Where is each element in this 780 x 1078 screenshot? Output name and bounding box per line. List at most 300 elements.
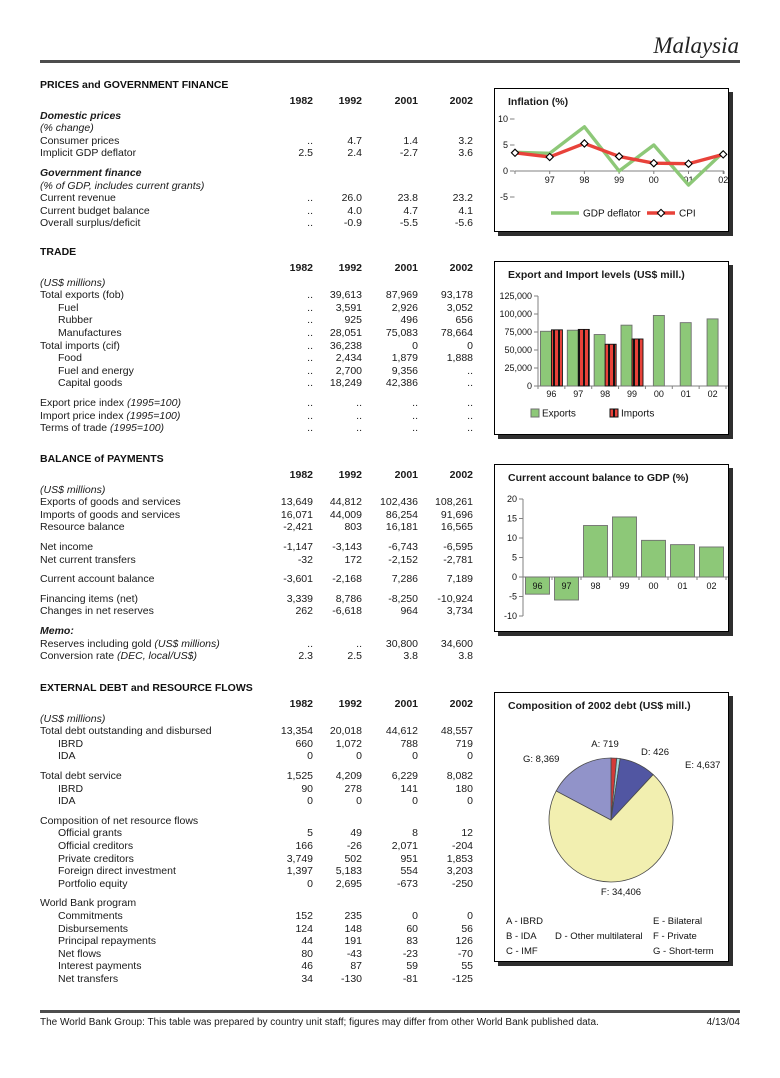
row-label: Net transfers — [58, 972, 119, 985]
table-row — [40, 713, 473, 726]
years-spacer — [40, 698, 264, 711]
svg-text:99: 99 — [614, 175, 625, 185]
row-label: Current budget balance — [40, 204, 150, 217]
years-spacer — [40, 262, 264, 275]
cell-value: 3,591 — [335, 301, 362, 314]
cell-value: 554 — [400, 865, 418, 878]
row-label: Net income — [40, 540, 94, 553]
svg-text:0: 0 — [526, 381, 532, 391]
table-row — [40, 410, 473, 423]
cell-value: 80 — [301, 947, 313, 960]
cell-value: 91,696 — [440, 508, 473, 521]
svg-text:-10: -10 — [503, 611, 517, 621]
row-label: Consumer prices — [40, 134, 120, 147]
years-header-row — [40, 698, 473, 711]
cell-value: 8,082 — [446, 769, 473, 782]
cell-value: 660 — [295, 737, 313, 750]
bar-exports — [680, 323, 691, 386]
row-label: Private creditors — [58, 852, 134, 865]
cell-value: 0 — [412, 339, 418, 352]
cell-value: 0 — [467, 909, 473, 922]
cell-value: -3,143 — [332, 540, 362, 553]
cell-value: .. — [307, 422, 313, 435]
row-label: IDA — [58, 795, 76, 808]
table-row — [40, 314, 473, 327]
row-label: Rubber — [58, 314, 93, 327]
cell-value: .. — [356, 396, 362, 409]
bar-98 — [584, 526, 608, 577]
row-label: Manufactures — [58, 326, 122, 339]
cell-value: -43 — [346, 947, 362, 960]
section-title: TRADE — [40, 246, 77, 258]
cell-value: -2,781 — [443, 553, 473, 566]
row-label: Food — [58, 352, 82, 365]
row-label: Interest payments — [58, 960, 142, 973]
bar-imports — [632, 339, 643, 386]
cell-value: -204 — [451, 839, 473, 852]
cell-value: 3.2 — [458, 134, 473, 147]
table-row — [40, 910, 473, 923]
svg-text:125,000: 125,000 — [499, 291, 532, 301]
cell-value: .. — [307, 326, 313, 339]
row-label: Memo: — [40, 624, 74, 637]
year-column-header: 2002 — [449, 262, 473, 274]
bar-exports — [653, 315, 664, 386]
table-row — [40, 853, 473, 866]
row-label-note: (DEC, local/US$) — [117, 650, 197, 663]
cell-value: 48,557 — [440, 725, 473, 738]
cell-value: -6,743 — [388, 540, 418, 553]
cell-value: .. — [307, 409, 313, 422]
table-row — [40, 422, 473, 435]
cell-value: 951 — [400, 852, 418, 865]
svg-text:G: 8,369: G: 8,369 — [523, 754, 560, 765]
table-row — [40, 110, 473, 123]
cell-value: 235 — [344, 909, 362, 922]
svg-text:A - IBRD: A - IBRD — [506, 916, 543, 927]
cell-value: 152 — [295, 909, 313, 922]
cell-value: .. — [307, 364, 313, 377]
inflation-chart-svg — [495, 89, 728, 231]
row-label: IBRD — [58, 737, 84, 750]
cell-value: 23.8 — [397, 192, 418, 205]
years-header-row — [40, 469, 473, 482]
cell-value: 964 — [400, 605, 418, 618]
cell-value: 3,734 — [446, 605, 473, 618]
row-label: Overall surplus/deficit — [40, 217, 141, 230]
row-label: Terms of trade (1995=100) — [40, 422, 165, 435]
cell-value: .. — [307, 289, 313, 302]
cell-value: 13,354 — [280, 725, 313, 738]
row-label: Fuel — [58, 301, 79, 314]
cell-value: 42,386 — [385, 377, 418, 390]
table-row — [40, 180, 473, 193]
cell-value: 93,178 — [440, 289, 473, 302]
svg-text:5: 5 — [502, 140, 508, 150]
cell-value: 1,879 — [391, 352, 418, 365]
bar-exports — [707, 319, 718, 386]
cell-value: 1,525 — [286, 769, 313, 782]
row-label: Capital goods — [58, 377, 123, 390]
cell-value: 141 — [400, 782, 418, 795]
table-row — [40, 377, 473, 390]
cell-value: 0 — [467, 795, 473, 808]
cell-value: .. — [307, 217, 313, 230]
cell-value: 4,209 — [335, 769, 362, 782]
table-row — [40, 923, 473, 936]
svg-text:01: 01 — [683, 175, 694, 185]
svg-text:97: 97 — [573, 389, 584, 399]
row-label: Government finance — [40, 166, 142, 179]
cell-value: 46 — [301, 960, 313, 973]
cell-value: -23 — [402, 947, 418, 960]
cell-value: 5 — [307, 827, 313, 840]
export-import-chart-svg — [495, 262, 728, 434]
cell-value: -2,152 — [388, 553, 418, 566]
bar-exports — [540, 331, 551, 386]
debt-composition-pie-chart — [494, 692, 729, 962]
svg-text:98: 98 — [590, 581, 601, 591]
svg-text:0: 0 — [502, 166, 508, 176]
cell-value: 3.8 — [403, 650, 418, 663]
cell-value: .. — [307, 204, 313, 217]
table-row — [40, 827, 473, 840]
cell-value: 30,800 — [385, 637, 418, 650]
cell-value: 3,203 — [446, 865, 473, 878]
year-column-header: 2002 — [449, 95, 473, 107]
table-row — [40, 795, 473, 808]
bar-exports — [567, 330, 578, 386]
cell-value: 1,072 — [335, 737, 362, 750]
table-row — [40, 783, 473, 796]
cell-value: 86,254 — [385, 508, 418, 521]
table-row — [40, 327, 473, 340]
cell-value: 262 — [295, 605, 313, 618]
year-column-header: 2002 — [449, 698, 473, 710]
cell-value: 656 — [455, 314, 473, 327]
cell-value: 191 — [344, 935, 362, 948]
cell-value: 1,397 — [286, 865, 313, 878]
row-label: World Bank program — [40, 897, 137, 910]
table-row — [40, 650, 473, 663]
svg-text:96: 96 — [532, 581, 543, 591]
row-label: Net flows — [58, 947, 102, 960]
cell-value: 34,600 — [440, 637, 473, 650]
svg-text:CPI: CPI — [679, 208, 696, 220]
cell-value: -5.5 — [399, 217, 418, 230]
cell-value: -26 — [346, 839, 362, 852]
cell-value: 0 — [412, 909, 418, 922]
cell-value: -6,618 — [332, 605, 362, 618]
cell-value: 0 — [356, 750, 362, 763]
section-balance-of-payments — [40, 453, 473, 663]
row-label: Disbursements — [58, 922, 129, 935]
table-row — [40, 593, 473, 606]
row-label: Reserves including gold (US$ millions) — [40, 637, 220, 650]
cell-value: 59 — [406, 960, 418, 973]
header-rule — [40, 60, 740, 63]
cell-value: 0 — [412, 795, 418, 808]
table-row — [40, 277, 473, 290]
row-label: Current account balance — [40, 573, 155, 586]
cell-value: 4.7 — [403, 204, 418, 217]
cell-value: .. — [467, 409, 473, 422]
cell-value: 8 — [412, 827, 418, 840]
row-label: Commitments — [58, 909, 123, 922]
svg-text:01: 01 — [677, 581, 688, 591]
row-label: IBRD — [58, 782, 84, 795]
svg-text:5: 5 — [511, 552, 517, 563]
cell-value: 20,018 — [329, 725, 362, 738]
table-row — [40, 484, 473, 497]
cell-value: 2.5 — [298, 147, 313, 160]
cell-value: 0 — [467, 750, 473, 763]
cell-value: 9,356 — [391, 364, 418, 377]
cell-value: 1.4 — [403, 134, 418, 147]
years-spacer — [40, 469, 264, 482]
table-row — [40, 554, 473, 567]
bar-01 — [671, 545, 695, 577]
table-row — [40, 638, 473, 651]
table-row — [40, 840, 473, 853]
cell-value: 12 — [461, 827, 473, 840]
cell-value: .. — [356, 637, 362, 650]
cell-value: .. — [307, 134, 313, 147]
cell-value: 148 — [344, 922, 362, 935]
cell-value: 56 — [461, 922, 473, 935]
row-label: Domestic prices — [40, 109, 122, 122]
cell-value: -70 — [457, 947, 473, 960]
row-label: Implicit GDP deflator — [40, 147, 137, 160]
cell-value: 44,612 — [385, 725, 418, 738]
cell-value: -10,924 — [437, 592, 473, 605]
years-header-row — [40, 262, 473, 275]
row-label-note: (US$ millions) — [154, 637, 220, 650]
svg-text:00: 00 — [653, 389, 664, 399]
svg-text:C - IMF: C - IMF — [506, 946, 538, 957]
svg-text:75,000: 75,000 — [504, 327, 532, 337]
bar-exports — [621, 325, 632, 386]
cell-value: 34 — [301, 972, 313, 985]
cell-value: 60 — [406, 922, 418, 935]
row-label: Financing items (net) — [40, 592, 139, 605]
cell-value: 166 — [295, 839, 313, 852]
table-row — [40, 302, 473, 315]
table-row — [40, 960, 473, 973]
cell-value: 180 — [455, 782, 473, 795]
cell-value: 126 — [455, 935, 473, 948]
cell-value: -6,595 — [443, 540, 473, 553]
table-row — [40, 897, 473, 910]
cell-value: 4.1 — [458, 204, 473, 217]
table-row — [40, 935, 473, 948]
cell-value: 1,853 — [446, 852, 473, 865]
table-body — [40, 484, 473, 663]
row-label: Foreign direct investment — [58, 865, 176, 878]
year-column-header: 1992 — [338, 262, 362, 274]
year-column-header: 1982 — [289, 469, 313, 481]
table-row — [40, 192, 473, 205]
cell-value: -125 — [451, 972, 473, 985]
cell-value: 0 — [467, 339, 473, 352]
cell-value: -250 — [451, 877, 473, 890]
cell-value: 2.5 — [347, 650, 362, 663]
cell-value: .. — [412, 396, 418, 409]
row-label: Total debt service — [40, 769, 122, 782]
year-column-header: 1982 — [289, 698, 313, 710]
cell-value: .. — [307, 301, 313, 314]
cell-value: 502 — [344, 852, 362, 865]
cell-value: 13,649 — [280, 496, 313, 509]
cell-value: 16,071 — [280, 508, 313, 521]
svg-text:100,000: 100,000 — [499, 309, 532, 319]
cell-value: .. — [467, 364, 473, 377]
svg-text:02: 02 — [706, 581, 717, 591]
chart-title: Current account balance to GDP (%) — [508, 472, 689, 484]
cell-value: 3.8 — [458, 650, 473, 663]
cell-value: 0 — [412, 750, 418, 763]
chart-title: Export and Import levels (US$ mill.) — [508, 269, 685, 281]
row-label: Official grants — [58, 827, 122, 840]
cell-value: .. — [307, 377, 313, 390]
svg-text:97: 97 — [544, 175, 555, 185]
row-label: Imports of goods and services — [40, 508, 181, 521]
cell-value: 5,183 — [335, 865, 362, 878]
cell-value: -673 — [396, 877, 418, 890]
cell-value: .. — [467, 422, 473, 435]
cell-value: 0 — [307, 795, 313, 808]
cell-value: 44,812 — [329, 496, 362, 509]
cell-value: -130 — [340, 972, 362, 985]
cell-value: -32 — [297, 553, 313, 566]
cell-value: 49 — [350, 827, 362, 840]
svg-text:96: 96 — [546, 389, 557, 399]
cell-value: 87 — [350, 960, 362, 973]
inflation-chart — [494, 88, 729, 232]
table-row — [40, 217, 473, 230]
export-import-chart — [494, 261, 729, 435]
bar-exports — [594, 335, 605, 386]
cell-value: 75,083 — [385, 326, 418, 339]
years-header-row — [40, 95, 473, 108]
svg-text:98: 98 — [600, 389, 611, 399]
cell-value: 496 — [400, 314, 418, 327]
cell-value: 44 — [301, 935, 313, 948]
cell-value: -5.6 — [454, 217, 473, 230]
cell-value: 2.4 — [347, 147, 362, 160]
row-label: Current revenue — [40, 192, 116, 205]
row-label: Export price index (1995=100) — [40, 396, 181, 409]
table-row — [40, 541, 473, 554]
cell-value: 18,249 — [329, 377, 362, 390]
cell-value: .. — [307, 314, 313, 327]
cell-value: 925 — [344, 314, 362, 327]
table-row — [40, 521, 473, 534]
table-row — [40, 605, 473, 618]
row-label: (% of GDP, includes current grants) — [40, 179, 205, 192]
svg-text:99: 99 — [619, 581, 630, 591]
cell-value: .. — [307, 396, 313, 409]
footer-date: 4/13/04 — [706, 1017, 740, 1028]
cell-value: 4.0 — [347, 204, 362, 217]
cell-value: 0 — [307, 877, 313, 890]
row-label: Principal repayments — [58, 935, 157, 948]
current-account-chart-svg — [495, 465, 728, 631]
year-column-header: 1992 — [338, 469, 362, 481]
row-label: (% change) — [40, 122, 94, 135]
cell-value: 55 — [461, 960, 473, 973]
svg-text:02: 02 — [707, 389, 718, 399]
year-column-header: 2001 — [394, 469, 418, 481]
cell-value: 39,613 — [329, 289, 362, 302]
cell-value: -2,168 — [332, 573, 362, 586]
section-trade — [40, 246, 473, 435]
table-row — [40, 750, 473, 763]
year-column-header: 1992 — [338, 698, 362, 710]
row-label: IDA — [58, 750, 76, 763]
bar-02 — [700, 547, 724, 577]
cell-value: 28,051 — [329, 326, 362, 339]
cell-value: 7,189 — [446, 573, 473, 586]
cell-value: .. — [412, 409, 418, 422]
cell-value: 2,695 — [335, 877, 362, 890]
table-row — [40, 878, 473, 891]
cell-value: .. — [307, 352, 313, 365]
table-row — [40, 865, 473, 878]
svg-text:F - Private: F - Private — [653, 931, 697, 942]
cell-value: 788 — [400, 737, 418, 750]
cell-value: 2,071 — [391, 839, 418, 852]
cell-value: 16,565 — [440, 521, 473, 534]
cell-value: 172 — [344, 553, 362, 566]
row-label: Total debt outstanding and disbursed — [40, 725, 212, 738]
cell-value: -3,601 — [283, 573, 313, 586]
row-label: Official creditors — [58, 839, 134, 852]
row-label: Import price index (1995=100) — [40, 409, 181, 422]
cell-value: 2,700 — [335, 364, 362, 377]
row-label: Portfolio equity — [58, 877, 128, 890]
cell-value: .. — [356, 422, 362, 435]
country-title: Malaysia — [653, 33, 739, 58]
cell-value: 16,181 — [385, 521, 418, 534]
table-row — [40, 948, 473, 961]
table-row — [40, 289, 473, 302]
bar-99 — [613, 517, 637, 577]
row-label-note: (1995=100) — [126, 409, 181, 422]
svg-text:02: 02 — [718, 175, 728, 185]
row-label-note: (1995=100) — [110, 422, 165, 435]
section-title: BALANCE of PAYMENTS — [40, 453, 164, 465]
svg-text:20: 20 — [506, 494, 517, 504]
row-label: Changes in net reserves — [40, 605, 154, 618]
svg-text:10: 10 — [506, 533, 517, 543]
cell-value: 78,664 — [440, 326, 473, 339]
table-row — [40, 625, 473, 638]
cell-value: .. — [307, 637, 313, 650]
cell-value: 90 — [301, 782, 313, 795]
cell-value: 719 — [455, 737, 473, 750]
svg-text:D - Other multilateral: D - Other multilateral — [555, 931, 643, 942]
svg-text:GDP deflator: GDP deflator — [583, 208, 641, 220]
table-row — [40, 496, 473, 509]
svg-text:D: 426: D: 426 — [641, 747, 669, 758]
cell-value: 124 — [295, 922, 313, 935]
svg-text:98: 98 — [579, 175, 590, 185]
table-row — [40, 147, 473, 160]
cell-value: 278 — [344, 782, 362, 795]
cell-value: 3,749 — [286, 852, 313, 865]
footer — [40, 1017, 740, 1028]
